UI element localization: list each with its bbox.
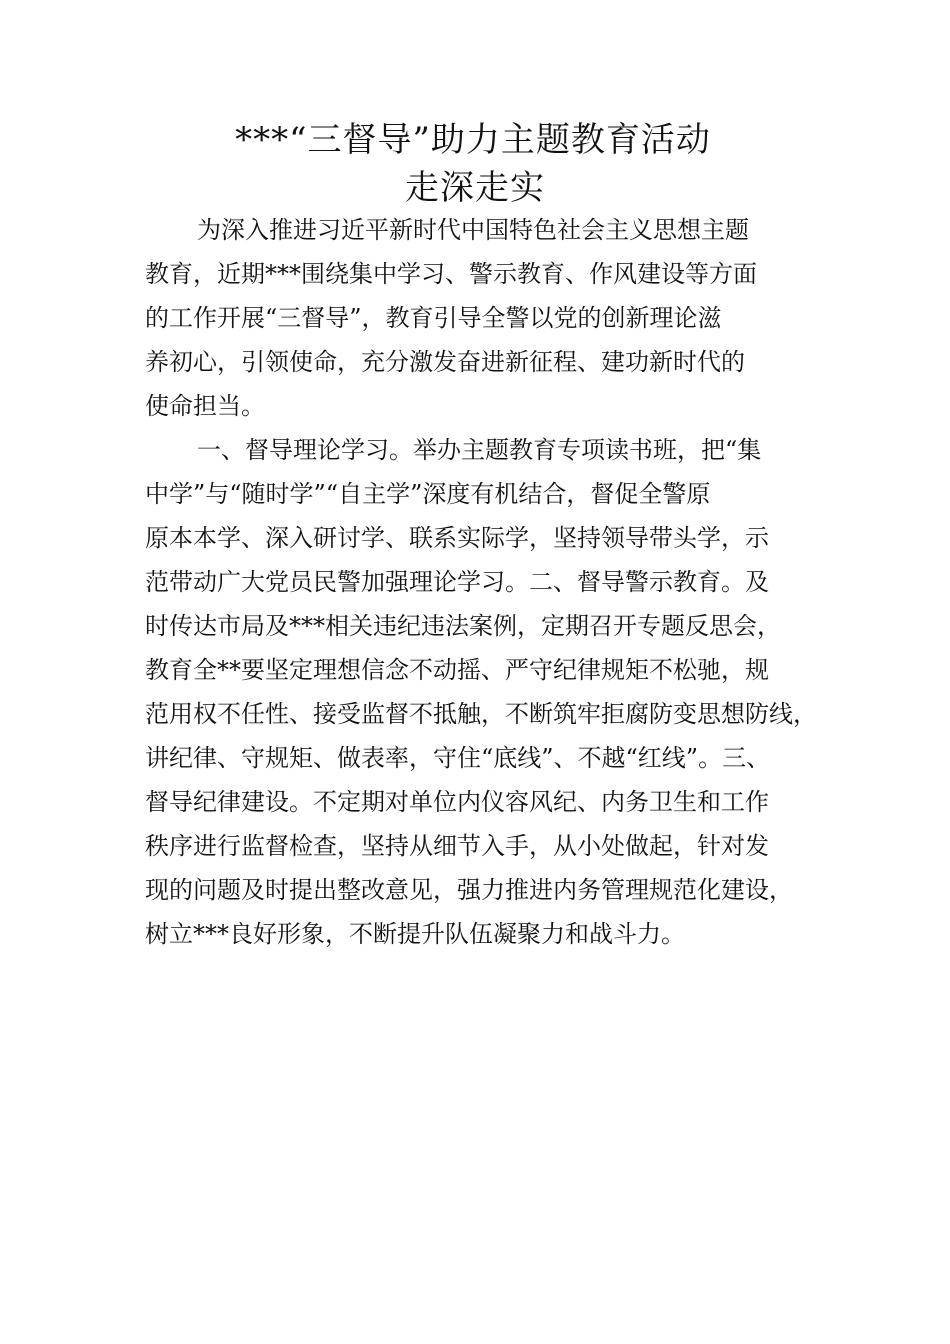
paragraph-2-line-2: 中学”与“随时学”“自主学”深度有机结合，督促全警原 bbox=[145, 480, 711, 508]
paragraph-1-line-5: 使命担当。 bbox=[145, 392, 265, 420]
paragraph-1-line-1: 为深入推进习近平新时代中国特色社会主义思想主题 bbox=[197, 216, 749, 244]
paragraph-1-line-3: 的工作开展“三督导”，教育引导全警以党的创新理论滋 bbox=[145, 304, 722, 332]
paragraph-2-line-4: 范带动广大党员民警加强理论学习。二、督导警示教育。及 bbox=[145, 568, 769, 596]
document-title-line-1: ***“三督导”助力主题教育活动 bbox=[235, 120, 711, 160]
paragraph-2-line-11: 现的问题及时提出整改意见，强力推进内务管理规范化建设， bbox=[145, 876, 793, 904]
paragraph-2-line-3: 原本本学、深入研讨学、联系实际学，坚持领导带头学，示 bbox=[145, 524, 769, 552]
paragraph-2-line-10: 秩序进行监督检查，坚持从细节入手，从小处做起，针对发 bbox=[145, 832, 769, 860]
paragraph-2-line-1: 一、督导理论学习。举办主题教育专项读书班，把“集 bbox=[197, 436, 762, 464]
paragraph-2-line-8: 讲纪律、守规矩、做表率，守住“底线”、不越“红线”。三、 bbox=[145, 744, 771, 772]
document-title-line-2: 走深走实 bbox=[405, 168, 545, 208]
paragraph-2-line-9: 督导纪律建设。不定期对单位内仪容风纪、内务卫生和工作 bbox=[145, 788, 769, 816]
paragraph-2-line-7: 范用权不任性、接受监督不抵触，不断筑牢拒腐防变思想防线， bbox=[145, 700, 817, 728]
paragraph-2-line-12: 树立***良好形象，不断提升队伍凝聚力和战斗力。 bbox=[145, 920, 685, 948]
paragraph-2-line-6: 教育全**要坚定理想信念不动摇、严守纪律规矩不松驰，规 bbox=[145, 656, 769, 684]
paragraph-2-line-5: 时传达市局及***相关违纪违法案例，定期召开专题反思会， bbox=[145, 612, 781, 640]
paragraph-1-line-2: 教育，近期***围绕集中学习、警示教育、作风建设等方面 bbox=[145, 260, 757, 288]
paragraph-1-line-4: 养初心，引领使命，充分激发奋进新征程、建功新时代的 bbox=[145, 348, 745, 376]
